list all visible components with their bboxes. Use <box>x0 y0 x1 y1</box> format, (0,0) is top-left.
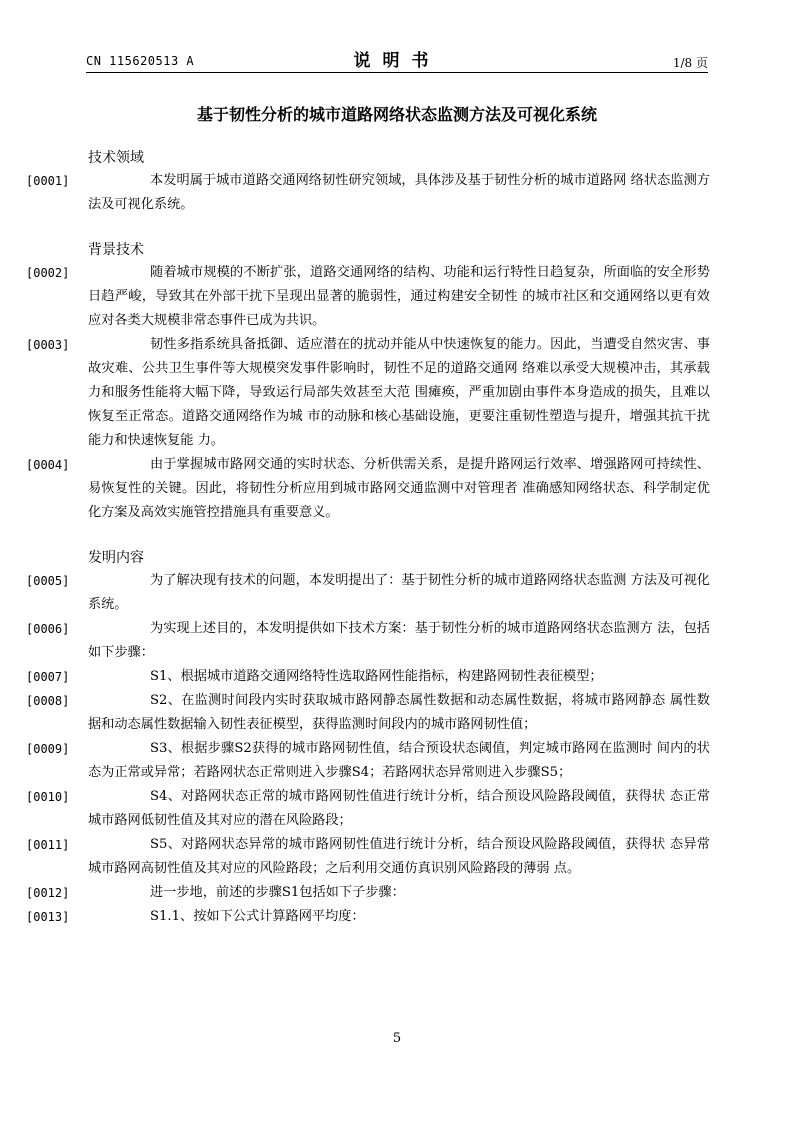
document-number: CN 115620513 A <box>86 54 195 68</box>
paragraph <box>26 785 710 833</box>
spacer <box>88 525 710 547</box>
paragraph <box>26 617 710 665</box>
paragraph-text: S4、对路网状态正常的城市路网韧性值进行统计分析，结合预设风险路段阈值，获得状 态正常城市路网低韧性值及其对应的潜在风险路段； <box>88 789 710 828</box>
paragraph-text: S1.1、按如下公式计算路网平均度： <box>150 909 365 924</box>
paragraph <box>26 881 710 905</box>
paragraph <box>26 689 710 737</box>
paragraph <box>26 333 710 453</box>
paragraph-number: [0012] <box>26 886 70 900</box>
paragraph <box>26 737 710 785</box>
paragraph <box>26 169 710 217</box>
paragraph-number: [0007] <box>26 670 70 684</box>
paragraph-number: [0010] <box>26 790 70 804</box>
header-divider <box>86 72 708 73</box>
paragraph-text: 韧性多指系统具备抵御、适应潜在的扰动并能从中快速恢复的能力。因此，当遭受自然灾害、事故灾难、公共卫生事件等大规模突发事件影响时，韧性不足的道路交通网 络难以承受大规模冲击，其承载力和服务性能将大幅下降，导致运行局部失效甚至大范 围瘫痪，严重加剧由事件本身造成的损失，且难以恢复至正常态。道路交通网络作为城 市的动脉和核心基础设施，更要注重韧性塑造与提升，增强其抗干扰能力和快速恢复能 力。 <box>88 337 710 448</box>
paragraph-text: 为实现上述目的，本发明提供如下技术方案：基于韧性分析的城市道路网络状态监测方 法，包括如下步骤： <box>88 621 710 660</box>
paragraph <box>26 833 710 881</box>
document-type-heading: 说明书 <box>353 51 441 71</box>
section-heading: 技术领域 <box>88 150 144 166</box>
paragraph-number: [0011] <box>26 838 70 852</box>
paragraph-number: [0006] <box>26 622 70 636</box>
paragraph <box>26 453 710 525</box>
spacer <box>88 217 710 239</box>
paragraph <box>26 665 710 689</box>
paragraph-text: S5、对路网状态异常的城市路网韧性值进行统计分析，结合预设风险路段阈值，获得状 态异常城市路网高韧性值及其对应的风险路段；之后利用交通仿真识别风险路段的薄弱 点。 <box>88 837 710 876</box>
section-heading: 背景技术 <box>88 242 144 258</box>
section-heading: 发明内容 <box>88 550 144 566</box>
paragraph-text: 为了解决现有技术的问题，本发明提出了：基于韧性分析的城市道路网络状态监测 方法及可视化系统。 <box>88 573 710 612</box>
paragraph-number: [0009] <box>26 742 70 756</box>
paragraph-text: S2、在监测时间段内实时获取城市路网静态属性数据和动态属性数据，将城市路网静态 属性数据和动态属性数据输入韧性表征模型，获得监测时间段内的城市路网韧性值； <box>88 693 710 732</box>
paragraph-number: [0004] <box>26 458 70 472</box>
paragraph-text: S1、根据城市道路交通网络特性选取路网性能指标，构建路网韧性表征模型； <box>150 669 603 684</box>
paragraph-number: [0013] <box>26 910 70 924</box>
paragraph-number: [0005] <box>26 574 70 588</box>
page-number: 5 <box>392 1031 402 1046</box>
paragraph <box>26 569 710 617</box>
paragraph-text: 随着城市规模的不断扩张，道路交通网络的结构、功能和运行特性日趋复杂，所面临的安全形势日趋严峻，导致其在外部干扰下呈现出显著的脆弱性，通过构建安全韧性 的城市社区和交通网络以更有效应对各类大规模非常态事件已成为共识。 <box>88 265 710 328</box>
paragraph-text: 进一步地，前述的步骤S1包括如下子步骤： <box>150 885 405 900</box>
paragraph-text: 由于掌握城市路网交通的实时状态、分析供需关系，是提升路网运行效率、增强路网可持续性、易恢复性的关键。因此，将韧性分析应用到城市路网交通监测中对管理者 准确感知网络状态、科学制定优化方案及高效实施管控措施具有重要意义。 <box>88 457 710 520</box>
paragraph-number: [0001] <box>26 174 70 188</box>
page-indicator: 1/8 页 <box>672 56 708 70</box>
paragraph-text: S3、根据步骤S2获得的城市路网韧性值，结合预设状态阈值，判定城市路网在监测时 间内的状态为正常或异常；若路网状态正常则进入步骤S4；若路网状态异常则进入步骤S5； <box>88 741 710 780</box>
document-body <box>26 147 710 929</box>
paragraph-number: [0002] <box>26 266 70 280</box>
paragraph-number: [0003] <box>26 338 70 352</box>
paragraph-text: 本发明属于城市道路交通网络韧性研究领域，具体涉及基于韧性分析的城市道路网 络状态监测方法及可视化系统。 <box>88 173 710 212</box>
paragraph <box>26 905 710 929</box>
document-title: 基于韧性分析的城市道路网络状态监测方法及可视化系统 <box>196 105 597 124</box>
paragraph <box>26 261 710 333</box>
paragraph-number: [0008] <box>26 694 70 708</box>
